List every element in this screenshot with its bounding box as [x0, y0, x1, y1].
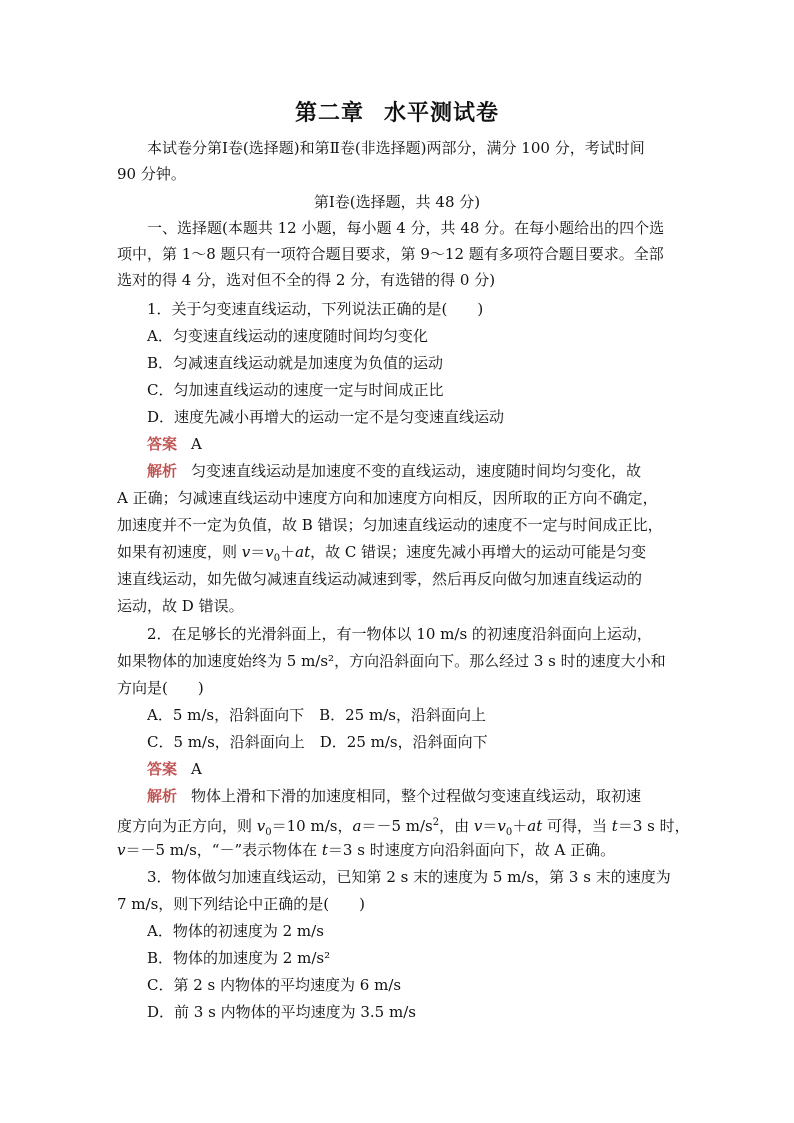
q2-stem-line-1: 2．在足够长的光滑斜面上，有一物体以 10 m/s 的初速度沿斜面向上运动， [147, 625, 652, 643]
formula-v-eq-v0-plus-at: $v=v_0+at$ [241, 543, 311, 564]
q2-analysis-text-2c: 可得，当 [542, 817, 612, 835]
q2-analysis-text-3a: ，“－”表示物体在 [196, 841, 322, 859]
q1-answer [147, 434, 202, 454]
q1-analysis-text-1: 匀变速直线运动是加速度不变的直线运动，速度随时间均匀变化，故 [191, 462, 642, 480]
instructions-line-2: 项中，第 1～8 题只有一项符合题目要求，第 9～12 题有多项符合题目要求。全部 [117, 245, 664, 263]
analysis-label: 解析 [147, 462, 178, 480]
answer-label: 答案 [147, 435, 178, 453]
q1-analysis-line-5: 速直线运动，如先做匀减速直线运动减速到零，然后再反向做匀加速直线运动的 [117, 570, 643, 588]
formula-v-eq-neg5: v＝－5 m/s [117, 841, 197, 859]
q1-stem: 1．关于匀变速直线运动，下列说法正确的是( ) [147, 300, 484, 318]
q1-option-c: C．匀加速直线运动的速度一定与时间成正比 [147, 381, 444, 399]
q2-analysis-line-3 [117, 840, 615, 860]
q2-analysis-text-2a: 度方向为正方向，则 [117, 817, 257, 835]
q2-stem-line-2: 如果物体的加速度始终为 5 m/s²，方向沿斜面向下。那么经过 3 s 时的速度大小和 [117, 652, 666, 670]
q1-option-a: A．匀变速直线运动的速度随时间均匀变化 [147, 327, 428, 345]
q1-analysis-line-3: 加速度并不一定为负值，故 B 错误；匀加速直线运动的速度不一定与时间成正比， [117, 516, 663, 534]
intro-line-1: 本试卷分第Ⅰ卷(选择题)和第Ⅱ卷(非选择题)两部分，满分 100 分，考试时间 [147, 139, 645, 157]
analysis-label: 解析 [147, 787, 178, 805]
q2-stem-line-3: 方向是( ) [117, 679, 204, 697]
section-title: 第Ⅰ卷(选择题，共 48 分) [313, 193, 481, 211]
q3-option-c: C．第 2 s 内物体的平均速度为 6 m/s [147, 976, 402, 994]
q2-analysis-text-3b: 时速度方向沿斜面向下，故 A 正确。 [364, 841, 616, 859]
q1-option-d: D．速度先减小再增大的运动一定不是匀变速直线运动 [147, 408, 505, 426]
q1-analysis-line-1 [147, 461, 641, 481]
instructions-line-1: 一、选择题(本题共 12 小题，每小题 4 分，共 48 分。在每小题给出的四个选 [147, 219, 665, 237]
q3-stem-line-1: 3．物体做匀加速直线运动，已知第 2 s 末的速度为 5 m/s，第 3 s 末的速度为 [147, 868, 671, 886]
answer-label: 答案 [147, 760, 178, 778]
formula-t-eq-3s: t＝3 s [611, 817, 655, 835]
q1-analysis-line-2: A 正确；匀减速直线运动中速度方向和加速度方向相反，因所取的正方向不确定， [117, 489, 658, 507]
q1-analysis-line-4 [117, 542, 646, 569]
q1-answer-value: A [191, 435, 202, 453]
q1-analysis-text-4b: ，故 C 错误；速度先减小再增大的运动可能是匀变 [310, 543, 647, 561]
formula-v0-a: $v_0=10$ m/s，a＝－5 $m/s^2$ [256, 817, 440, 838]
intro-line-2: 90 分钟。 [117, 165, 186, 183]
q2-options-row-1: A．5 m/s，沿斜面向下 B．25 m/s，沿斜面向上 [147, 706, 486, 724]
q3-stem-line-2: 7 m/s，则下列结论中正确的是( ) [117, 895, 365, 913]
page-title [0, 96, 794, 127]
formula-v-eq-v0-plus-at: $v=v_0+at$ [473, 817, 543, 838]
formula-t-eq-3s: t＝3 s [321, 841, 365, 859]
q2-options-row-2: C．5 m/s，沿斜面向上 D．25 m/s，沿斜面向下 [147, 733, 488, 751]
q1-option-b: B．匀减速直线运动就是加速度为负值的运动 [147, 354, 444, 372]
title-name: 水平测试卷 [384, 100, 500, 126]
q3-option-b: B．物体的加速度为 2 m/s² [147, 949, 331, 967]
q1-analysis-text-4a: 如果有初速度，则 [117, 543, 242, 561]
q3-option-d: D．前 3 s 内物体的平均速度为 3.5 m/s [147, 1003, 416, 1021]
q1-analysis-line-6: 运动，故 D 错误。 [117, 597, 244, 615]
title-chapter: 第二章 [294, 100, 364, 126]
q3-option-a: A．物体的初速度为 2 m/s [147, 922, 324, 940]
q2-analysis-line-2 [117, 813, 690, 843]
q2-analysis-text-2d: 时， [654, 817, 690, 835]
q2-answer [147, 759, 202, 779]
q2-analysis-text-2b: ，由 [439, 817, 474, 835]
q2-answer-value: A [191, 760, 202, 778]
q2-analysis-text-1: 物体上滑和下滑的加速度相同，整个过程做匀变速直线运动，取初速 [191, 787, 642, 805]
q2-analysis-line-1 [147, 786, 641, 806]
instructions-line-3: 选对的得 4 分，选对但不全的得 2 分，有选错的得 0 分) [117, 271, 496, 289]
